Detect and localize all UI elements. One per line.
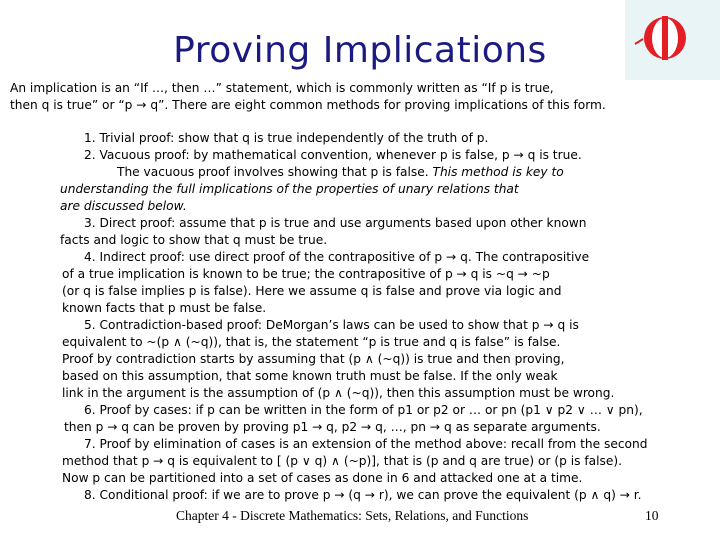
method-6-rest: 1 or p2 or … or pn (p1 ∨ p2 ∨ … ∨ pn), [405, 403, 643, 417]
method-5: 5. Contradiction-based proof: DeMorgan’s laws can be used to show that p → q is [84, 318, 579, 332]
method-2: 2. Vacuous proof: by mathematical convention, whenever p is false, p → q is true. [84, 148, 582, 162]
method-5-cont-3: based on this assumption, that some known truth must be false. If the only weak [62, 369, 558, 383]
method-8: 8. Conditional proof: if we are to prove p → (q → r), we can prove the equivalent (p ∧ q) → r. [84, 488, 642, 502]
method-4-cont-3: known facts that p must be false. [62, 301, 267, 315]
method-4: 4. Indirect proof: use direct proof of the contrapositive of p → q. The contrapositive [84, 250, 590, 264]
method-6-text: 6. Proof by cases: if p can be written in the form of p [84, 403, 406, 417]
method-4-cont-2: (or q is false implies p is false). Here we assume q is false and prove via logic and [62, 284, 562, 298]
method-6-cont [64, 419, 601, 435]
vacuous-line [117, 164, 564, 180]
method-6-cont-rest: 1 → q, p2 → q, …, pn → q as separate arguments. [300, 420, 601, 434]
method-7-cont-1: method that p → q is equivalent to [ (p ∨ q) ∧ (~p)], that is (p and q are true) or (p is false). [62, 454, 622, 468]
method-3: 3. Direct proof: assume that p is true and use arguments based upon other known [84, 216, 587, 230]
page-number: 10 [645, 508, 659, 523]
footer-text: Chapter 4 - Discrete Mathematics: Sets, Relations, and Functions [176, 508, 529, 523]
vacuous-note-2: understanding the full implications of the properties of unary relations that [60, 182, 519, 196]
intro-line-2: then q is true” or “p → q”. There are eight common methods for proving implications of this form. [10, 98, 606, 112]
method-5-cont-4: link in the argument is the assumption of (p ∧ (~q)), then this assumption must be wrong. [62, 386, 615, 400]
slide-title: Proving Implications [173, 30, 547, 71]
logo-panel [625, 0, 720, 80]
method-1: 1. Trivial proof: show that q is true independently of the truth of p. [84, 131, 489, 145]
vacuous-note-3: are discussed below. [60, 199, 187, 213]
method-6 [84, 402, 643, 418]
method-5-cont-2: Proof by contradiction starts by assuming that (p ∧ (~q)) is true and then proving, [62, 352, 565, 366]
method-7-cont-2: Now p can be partitioned into a set of cases as done in 6 and attacked one at a time. [62, 471, 583, 485]
method-4-cont-1: of a true implication is known to be true; the contrapositive of p → q is ~q → ~p [62, 267, 550, 281]
method-7: 7. Proof by elimination of cases is an extension of the method above: recall from the second [84, 437, 648, 451]
vacuous-text: The vacuous proof involves showing that p is false. [117, 165, 429, 179]
intro-line-1: An implication is an “If …, then …” statement, which is commonly written as “If p is true, [10, 81, 554, 95]
method-3-cont: facts and logic to show that q must be true. [60, 233, 328, 247]
method-5-cont-1: equivalent to ~(p ∧ (~q)), that is, the statement “p is true and q is false” is false. [62, 335, 561, 349]
vacuous-note: This method is key to [432, 165, 564, 179]
method-6-cont-text: then p → q can be proven by proving p [64, 420, 301, 434]
university-logo-icon [633, 10, 693, 70]
